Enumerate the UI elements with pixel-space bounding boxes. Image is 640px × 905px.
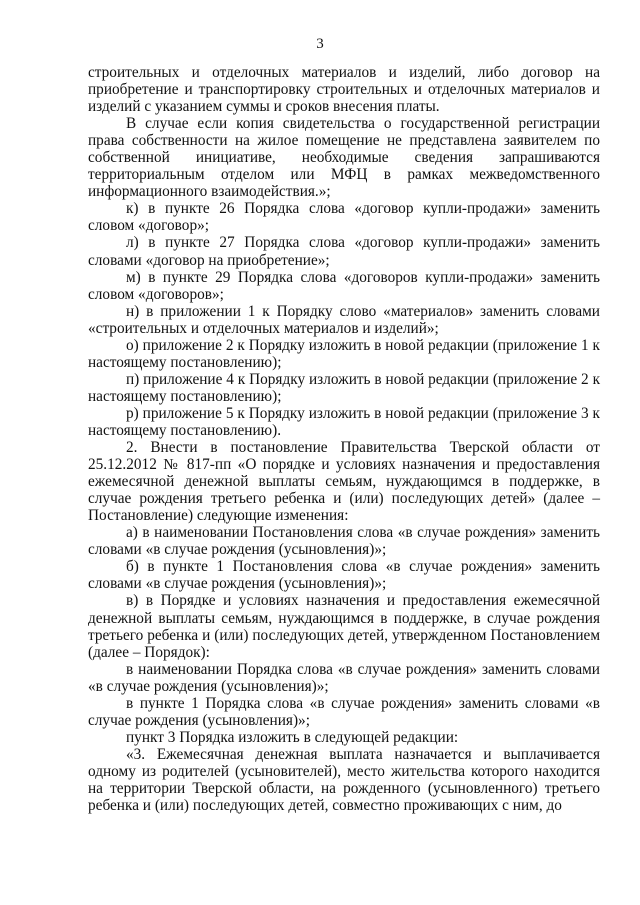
paragraph: н) в приложении 1 к Порядку слово «материалов» заменить словами «строительных и отделочных материалов и изделий»; (88, 302, 600, 337)
paragraph: а) в наименовании Постановления слова «в случае рождения» заменить словами «в случае рождения (усыновления)»; (88, 524, 600, 559)
paragraph: в пункте 1 Порядка слова «в случае рождения» заменить словами «в случае рождения (усыновления)»; (88, 694, 600, 729)
paragraph: м) в пункте 29 Порядка слова «договоров купли-продажи» заменить словом «договоров»; (88, 268, 600, 303)
paragraph: л) в пункте 27 Порядка слова «договор купли-продажи» заменить словами «договор на приобретение»; (88, 234, 600, 269)
paragraph: «3. Ежемесячная денежная выплата назначается и выплачивается одному из родителей (усыновителей), место жительства которого находится на территории Тверской области, на рожденного (усыновленного) третьего ребенка и (или) последующих детей, совместно проживающих с ним, до (88, 745, 600, 815)
paragraph: В случае если копия свидетельства о государственной регистрации права собственности на жилое помещение не представлена заявителем по собственной инициативе, необходимые сведения запрашиваются территориальным отделом или МФЦ в рамках межведомственного информационного взаимодействия.»; (88, 115, 600, 201)
paragraph: строительных и отделочных материалов и изделий, либо договор на приобретение и транспортировку строительных и отделочных материалов и изделий с указанием суммы и сроков внесения платы. (88, 64, 600, 116)
paragraph: в наименовании Порядка слова «в случае рождения» заменить словами «в случае рождения (усыновления)»; (88, 660, 600, 695)
paragraph: к) в пункте 26 Порядка слова «договор купли-продажи» заменить словом «договор»; (88, 200, 600, 235)
paragraph: б) в пункте 1 Постановления слова «в случае рождения» заменить словами «в случае рождения (усыновления)»; (88, 558, 600, 593)
paragraph: в) в Порядке и условиях назначения и предоставления ежемесячной денежной выплаты семьям, нуждающимся в поддержке, в случае рождения третьего ребенка и (или) последующих детей, утвержденном Постановлением (далее – Порядок): (88, 592, 600, 661)
paragraph: п) приложение 4 к Порядку изложить в новой редакции (приложение 2 к настоящему постановлению); (88, 370, 600, 405)
page-number: 3 (316, 36, 324, 52)
document-body (88, 64, 600, 814)
paragraph: р) приложение 5 к Порядку изложить в новой редакции (приложение 3 к настоящему постановлению). (88, 404, 600, 439)
paragraph: о) приложение 2 к Порядку изложить в новой редакции (приложение 1 к настоящему постановлению); (88, 336, 600, 371)
paragraph: 2. Внести в постановление Правительства Тверской области от 25.12.2012 № 817-пп «О порядке и условиях назначения и предоставления ежемесячной денежной выплаты семьям, нуждающимся в поддержке, в случае рождения третьего ребенка и (или) последующих детей» (далее – Постановление) следующие изменения: (88, 439, 600, 525)
paragraph: пункт 3 Порядка изложить в следующей редакции: (126, 728, 459, 746)
